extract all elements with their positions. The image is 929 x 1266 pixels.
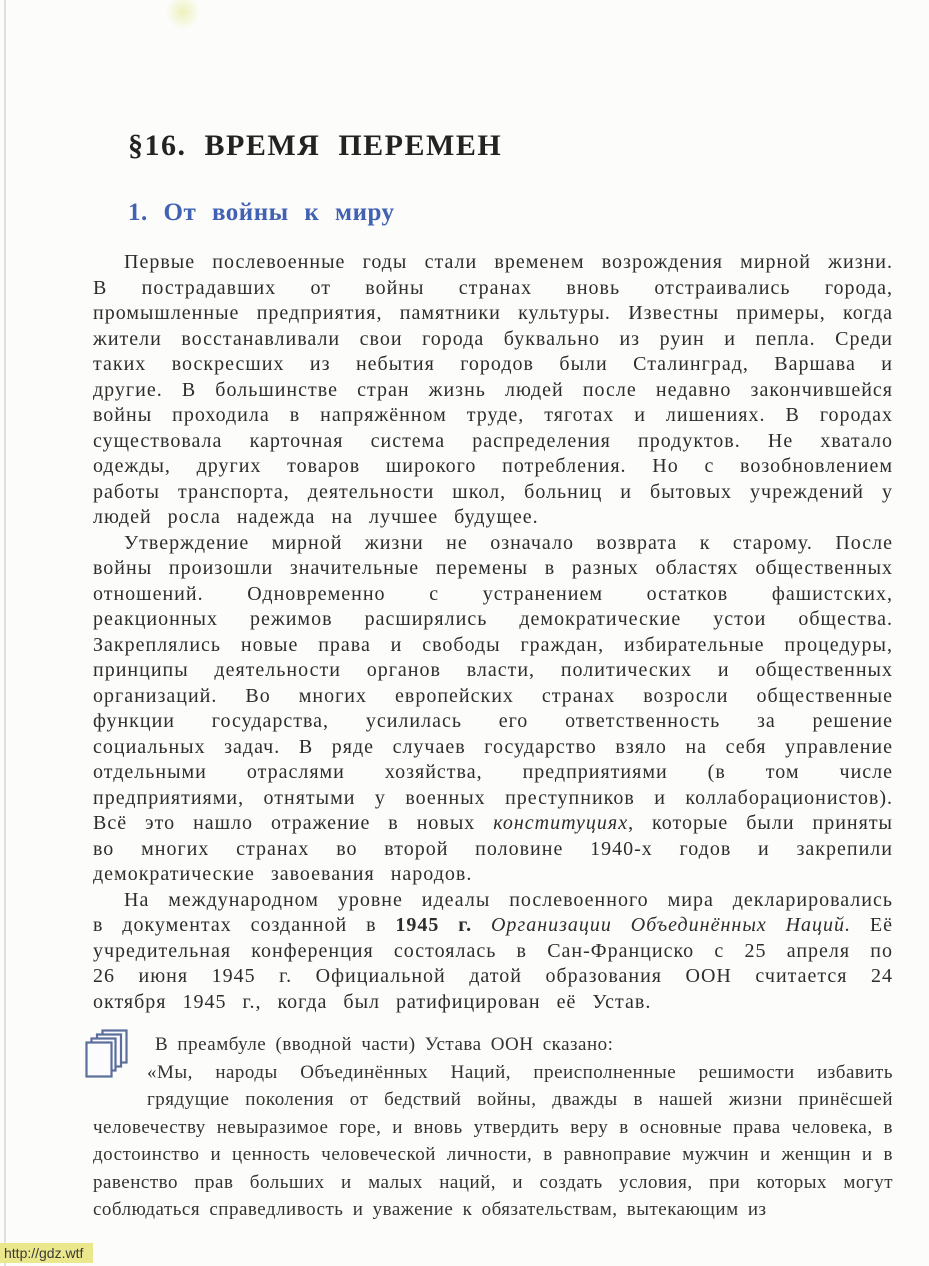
paragraph-3-space: [472, 914, 491, 936]
paragraph-3-text-cont: Её учредительная конференция состоялась в Сан-Франциско с 25 апреля по 26 июня 1945 г. Официальной датой образования ООН считается 24 октября 1945 г., когда был ратифицирован её Устав.: [93, 914, 894, 1013]
paragraph-2: [93, 531, 893, 888]
paragraph-1: [93, 250, 893, 531]
paragraph-3: [93, 888, 893, 1016]
paragraph-3-bold-year: 1945 г.: [395, 914, 473, 936]
quote-text: «Мы, народы Объединённых Наций, преисполненные решимости избавить грядущие поколения от бедствий войны, дважды в нашей жизни принёсшей человечеству невыразимое горе, и вновь утвердить веру в основные права человека, в достоинство и ценность человеческой личности, в равноправие мужчин и женщин и в равенство прав больших и малых наций, и создать условия, при которых могут соблюдаться справедливость и уважение к обязательствам, вытекающим из: [93, 1061, 893, 1220]
scan-edge-artifact: [4, 0, 6, 1266]
paragraph-3-italic-term: Организации Объединённых Наций.: [490, 914, 852, 936]
page-content: [93, 0, 893, 1224]
paragraph-2-text: Утверждение мирной жизни не означало возврата к старому. После войны произошли значительные перемены в разных областях общественных отношений. Одновременно с устранением остатков фашистских, реакционных режимов расширялись демократические устои общества. Закреплялись новые права и свободы граждан, избирательные процедуры, принципы деятельности органов власти, политических и общественных организаций. Во многих европейских странах возросли общественные функции государства, усилилась его ответственность за решение социальных задач. В ряде случаев государство взяло на себя управление отдельными отраслями хозяйства, предприятиями (в том числе предприятиями, отнятыми у военных преступников и коллаборационистов). Всё это нашло отражение в новых: [93, 531, 893, 834]
paragraph-3-text: На международном уровне идеалы послевоенного мира декларировались в документах созданной в: [93, 888, 893, 936]
watermark-link[interactable]: http://gdz.wtf: [0, 1243, 93, 1263]
paragraph-1-text: Первые послевоенные годы стали временем возрождения мирной жизни. В пострадавших от войны странах вновь отстраивались города, промышленные предприятия, памятники культуры. Известны примеры, когда жители восстанавливали свои города буквально из руин и пепла. Среди таких воскресших из небытия городов были Сталинград, Варшава и другие. В большинстве стран жизнь людей после недавно закончившейся войны проходила в напряжённом труде, тяготах и лишениях. В городах существовала карточная система распределения продуктов. Не хватало одежды, других товаров широкого потребления. Но с возобновлением работы транспорта, деятельности школ, больниц и бытовых учреждений у людей росла надежда на лучшее будущее.: [93, 251, 893, 528]
paragraph-2-italic-term: конституциях: [493, 812, 629, 834]
paragraph-2-text-cont: , которые были приняты во многих странах во второй половине 1940-х годов и закрепили демократические завоевания народов.: [93, 812, 893, 885]
subsection-heading: 1. От войны к миру: [128, 199, 395, 226]
quote-block: [93, 1031, 893, 1224]
section-heading: §16. ВРЕМЯ ПЕРЕМЕН: [128, 129, 503, 162]
stacked-pages-icon: [85, 1029, 147, 1109]
quote-intro: В преамбуле (вводной части) Устава ООН сказано:: [155, 1034, 614, 1055]
